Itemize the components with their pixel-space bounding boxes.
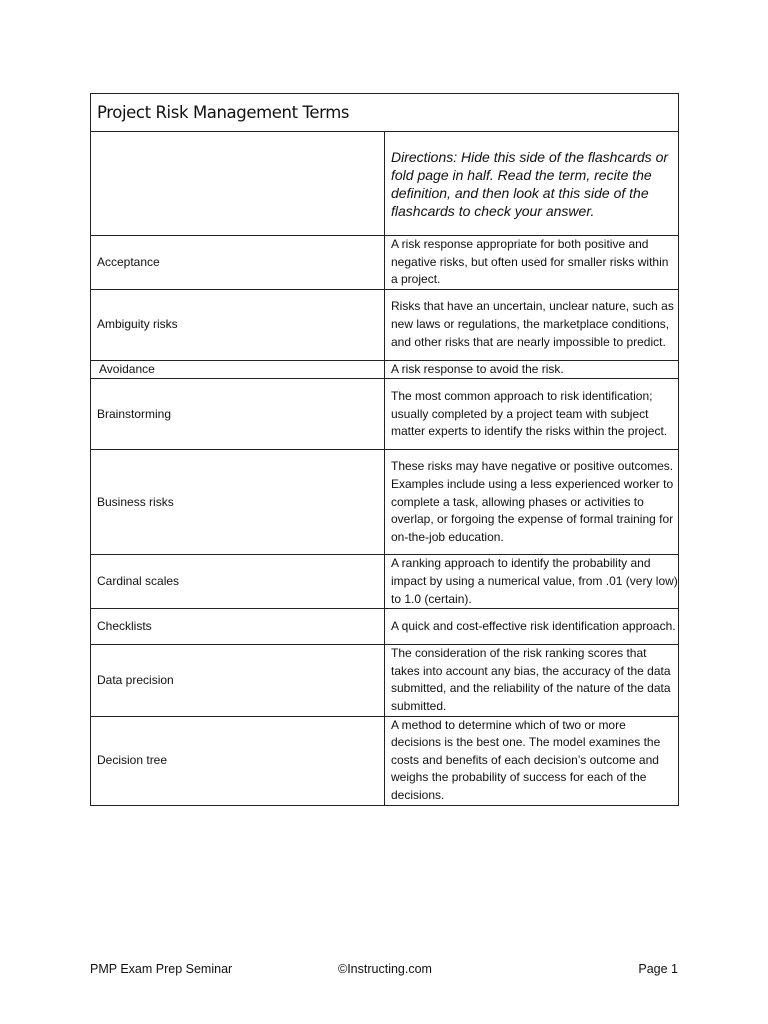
- definition-cell: The consideration of the risk ranking scores that takes into account any bias, the accuracy of the data submitted, and the reliability of the nature of the data submitted.: [385, 645, 679, 716]
- table-row: [91, 716, 679, 805]
- term-cell: Ambiguity risks: [91, 289, 385, 360]
- footer-page-number: Page 1: [638, 962, 678, 976]
- term-cell: Cardinal scales: [91, 555, 385, 609]
- term-cell: Decision tree: [91, 716, 385, 805]
- term-cell: Data precision: [91, 645, 385, 716]
- definition-cell: A risk response to avoid the risk.: [385, 360, 679, 379]
- table-row: [91, 379, 679, 450]
- definition-cell: A risk response appropriate for both positive and negative risks, but often used for smaller risks within a project.: [385, 236, 679, 290]
- definition-cell: Risks that have an uncertain, unclear nature, such as new laws or regulations, the marketplace conditions, and other risks that are nearly impossible to predict.: [385, 289, 679, 360]
- directions-text: Directions: Hide this side of the flashcards or fold page in half. Read the term, recite the definition, and then look at this side of the flashcards to check your answer.: [385, 132, 679, 236]
- table-row: [91, 236, 679, 290]
- table-row: [91, 555, 679, 609]
- table-row: [91, 360, 679, 379]
- table-row: [91, 450, 679, 555]
- definition-cell: These risks may have negative or positive outcomes. Examples include using a less experienced worker to complete a task, allowing phases or activities to overlap, or forgoing the expense of formal training for on-the-job education.: [385, 450, 679, 555]
- table-row: [91, 609, 679, 645]
- table-row: [91, 289, 679, 360]
- definition-cell: A ranking approach to identify the probability and impact by using a numerical value, from .01 (very low) to 1.0 (certain).: [385, 555, 679, 609]
- footer-seminar-name: PMP Exam Prep Seminar: [90, 962, 233, 976]
- table-row: [91, 645, 679, 716]
- table-title: Project Risk Management Terms: [91, 94, 679, 132]
- term-cell: Brainstorming: [91, 379, 385, 450]
- terms-table: [90, 93, 679, 806]
- term-cell: Avoidance: [91, 360, 385, 379]
- definition-cell: A quick and cost-effective risk identification approach.: [385, 609, 679, 645]
- title-row: [91, 94, 679, 132]
- directions-row: [91, 132, 679, 236]
- definition-cell: A method to determine which of two or more decisions is the best one. The model examines the costs and benefits of each decision’s outcome and weighs the probability of success for each of the decisions.: [385, 716, 679, 805]
- directions-blank-cell: [91, 132, 385, 236]
- term-cell: Acceptance: [91, 236, 385, 290]
- definition-cell: The most common approach to risk identification; usually completed by a project team with subject matter experts to identify the risks within the project.: [385, 379, 679, 450]
- term-cell: Business risks: [91, 450, 385, 555]
- term-cell: Checklists: [91, 609, 385, 645]
- footer-copyright: ©Instructing.com: [338, 962, 432, 976]
